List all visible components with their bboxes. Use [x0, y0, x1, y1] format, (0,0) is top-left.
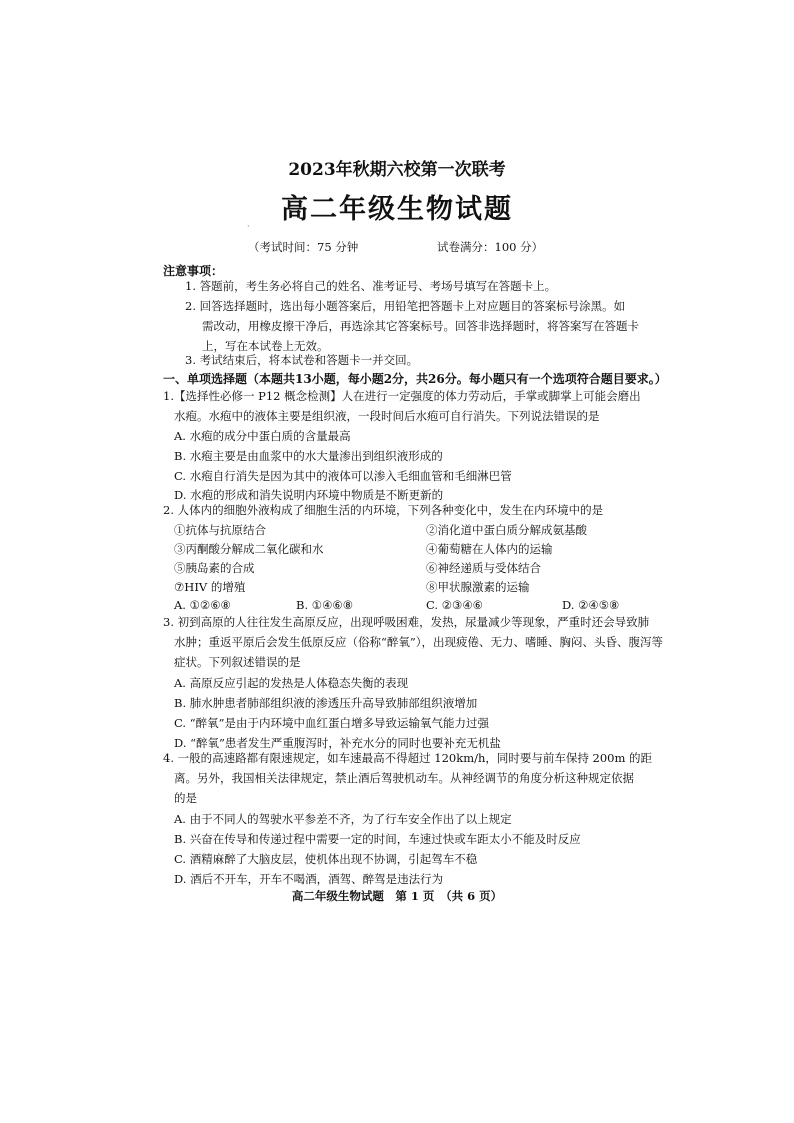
option-a: A. 高原反应引起的发热是人体稳态失衡的表现: [174, 676, 409, 690]
question-stem-line: 4. 一般的高速路都有限速规定，如车速最高不得超过 120km/h，同时要与前车保持 200m 的距: [163, 751, 653, 765]
notice-item: [185, 276, 556, 296]
option-c: C. “醉氧”是由于内环境中血红蛋白增多导致运输氧气能力过强: [174, 716, 489, 730]
statement-item: ⑤胰岛素的合成: [174, 561, 255, 575]
question-2: [163, 500, 603, 520]
statement-item: ①抗体与抗原结合: [174, 523, 266, 537]
notice-line: 2. 回答选择题时，选出每小题答案后，用铅笔把答题卡上对应题目的答案标号涂黑。如: [185, 299, 626, 313]
statement-item: ④葡萄糖在人体内的运输: [426, 542, 553, 556]
question-stem-line: 的是: [174, 791, 197, 805]
option-b: B. 兴奋在传导和传递过程中需要一定的时间，车速过快或车距太小不能及时反应: [174, 832, 581, 846]
statement-item: ②消化道中蛋白质分解成氨基酸: [426, 523, 587, 537]
notice-line: 1. 答题前，考生务必将自己的姓名、准考证号、考场号填写在答题卡上。: [185, 279, 557, 293]
question-stem-line: 3. 初到高原的人往往发生高原反应，出现呼吸困难，发热，尿量减少等现象，严重时还会导致肺: [163, 615, 650, 629]
page-footer: 高二年级生物试题 第 1 页 （共 6 页）: [291, 889, 503, 903]
question-stem-line: 离。另外，我国相关法律规定，禁止酒后驾驶机动车。从神经调节的角度分析这种规定依据: [174, 771, 634, 785]
exam-title: 高二年级生物试题: [281, 194, 513, 225]
option-a: A. 由于不同人的驾驶水平参差不齐，为了行车安全作出了以上规定: [174, 812, 512, 826]
statement-item: ③丙酮酸分解成二氧化碳和水: [174, 542, 324, 556]
option-d: D. ②④⑤⑧: [562, 598, 620, 612]
statement-item: ⑧甲状腺激素的运输: [426, 580, 530, 594]
notice-item: [185, 296, 639, 356]
stray-dot: ·: [247, 222, 250, 231]
question-stem-line: 2. 人体内的细胞外液构成了细胞生活的内环境，下列各种变化中，发生在内环境中的是: [163, 503, 604, 517]
question-stem-line: 水疱。水疱中的液体主要是组织液，一段时间后水疱可自行消失。下列说法错误的是: [174, 409, 600, 423]
exam-supertitle: 2023年秋期六校第一次联考: [288, 160, 506, 180]
option-b: B. 水疱主要是由血浆中的水大量渗出到组织液形成的: [174, 449, 443, 463]
exam-time: （考试时间：75 分钟: [248, 240, 359, 254]
question-4: [163, 748, 652, 808]
full-score: 试卷满分：100 分）: [437, 240, 544, 254]
option-c: C. 水疱自行消失是因为其中的液体可以渗入毛细血管和毛细淋巴管: [174, 469, 512, 483]
statement-item: ⑥神经递质与受体结合: [426, 561, 541, 575]
option-c: C. ②③④⑥: [426, 598, 483, 612]
question-1: [163, 386, 641, 426]
section-heading: 一、单项选择题（本题共13小题，每小题2分，共26分。每小题只有一个选项符合题目要求。）: [163, 372, 667, 386]
question-stem-line: 水肿；重返平原后会发生低原反应（俗称“醉氧”），出现疲倦、无力、嗜睡、胸闷、头昏、腹泻等: [174, 635, 664, 649]
option-d: D. “醉氧”患者发生严重腹泻时，补充水分的同时也要补充无机盐: [174, 736, 501, 750]
option-c: C. 酒精麻醉了大脑皮层，使机体出现不协调，引起驾车不稳: [174, 852, 478, 866]
notice-line: 需改动，用橡皮擦干净后，再选涂其它答案标号。回答非选择题时，将答案写在答题卡: [202, 319, 639, 333]
question-stem-line: 症状。下列叙述错误的是: [174, 655, 301, 669]
notice-heading: 注意事项：: [163, 264, 224, 278]
notice-item: [185, 350, 418, 370]
question-3: [163, 612, 663, 672]
option-d: D. 酒后不开车，开车不喝酒，酒驾、醉驾是违法行为: [174, 872, 444, 886]
option-b: B. 肺水肿患者肺部组织液的渗透压升高导致肺部组织液增加: [174, 696, 478, 710]
notice-line: 上，写在本试卷上无效。: [202, 339, 329, 353]
option-a: A. 水疱的成分中蛋白质的含量最高: [174, 429, 351, 443]
statement-item: ⑦HIV 的增殖: [174, 580, 246, 594]
option-d: D. 水疱的形成和消失说明内环境中物质是不断更新的: [174, 488, 444, 502]
notice-line: 3. 考试结束后，将本试卷和答题卡一并交回。: [185, 353, 419, 367]
question-stem-line: 1.【选择性必修一 P12 概念检测】人在进行一定强度的体力劳动后，手掌或脚掌上可能会磨出: [163, 389, 641, 403]
option-a: A. ①②⑥⑧: [174, 598, 231, 612]
option-b: B. ①④⑥⑧: [296, 598, 354, 612]
